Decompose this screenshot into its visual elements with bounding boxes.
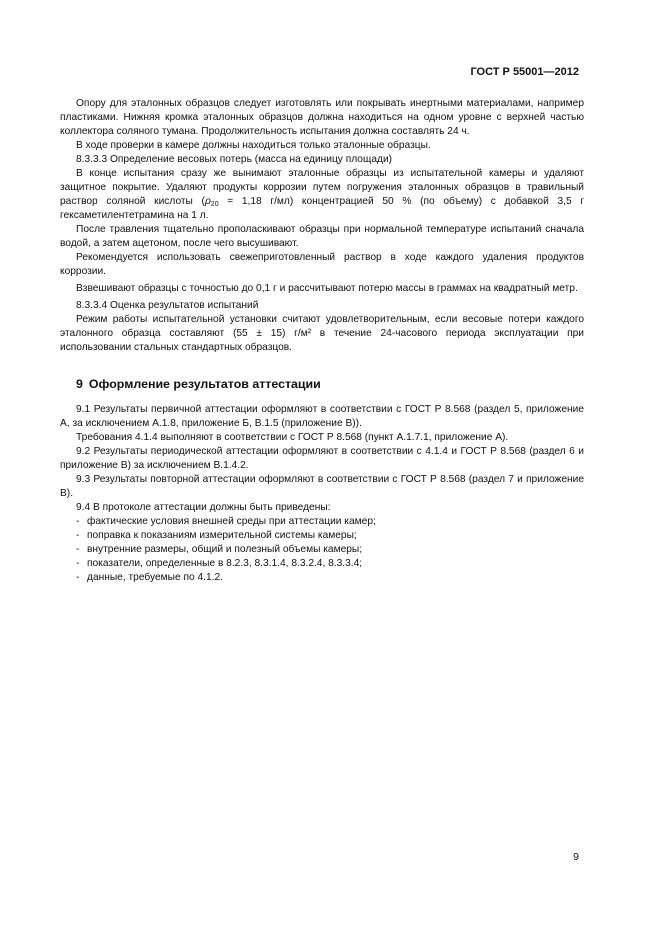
clause-9-1: 9.1 Результаты первичной аттестации оформляют в соответствии с ГОСТ Р 8.568 (раздел 5, приложение А, за исключением А.1.8, приложение Б, В.1.5 (приложение В)). <box>60 404 584 429</box>
list-item-text: показатели, определенные в 8.2.3, 8.3.1.4, 8.3.2.4, 8.3.3.4; <box>87 558 363 569</box>
paragraph-support-material: Опору для эталонных образцов следует изготовлять или покрывать инертными материалами, например пластиками. Нижняя кромка эталонных образцов должна находиться на одном уровне с верхней частью коллектора соляного тумана. Продолжительность испытания должна составлять 24 ч. <box>60 98 584 137</box>
list-marker: - <box>76 530 80 541</box>
section-9-number: 9 <box>76 377 83 391</box>
rho-subscript: 20 <box>210 201 219 208</box>
list-item <box>60 557 584 571</box>
doc-code-header: ГОСТ Р 55001—2012 <box>470 66 579 78</box>
list-item-text: поправка к показаниям измерительной системы камеры; <box>87 530 357 541</box>
list-item <box>60 543 584 557</box>
list-item-text: фактические условия внешней среды при аттестации камер; <box>87 516 376 527</box>
list-item-text: внутренние размеры, общий и полезный объемы камеры; <box>87 544 363 555</box>
list-item <box>60 515 584 529</box>
list-item <box>60 571 584 585</box>
section-9-title: Оформление результатов аттестации <box>88 377 321 391</box>
clause-8-3-3-4-heading: 8.3.3.4 Оценка результатов испытаний <box>76 300 259 311</box>
paragraph-only-reference-samples: В ходе проверки в камере должны находиться только эталонные образцы. <box>76 140 431 151</box>
page-number: 9 <box>573 851 579 863</box>
list-marker: - <box>76 544 80 555</box>
rho-symbol: ρ <box>204 196 211 207</box>
paragraph-corrosion-removal-part2: = 1,18 г/мл) концентрацией 50 % (по объему) с добавкой 3,5 г гексаметилентетрамина на 1 л. <box>60 196 584 221</box>
clause-8-3-3-3-heading: 8.3.3.3 Определение весовых потерь (масса на единицу площади) <box>76 154 393 165</box>
list-marker: - <box>76 516 80 527</box>
protocol-requirements-list <box>60 515 584 585</box>
paragraph-corrosion-removal <box>60 167 584 223</box>
section-9-heading <box>60 377 584 391</box>
document-body <box>60 97 584 585</box>
list-marker: - <box>76 572 80 583</box>
clause-9-2: 9.2 Результаты периодической аттестации оформляют в соответствии с 4.1.4 и ГОСТ Р 8.568 (раздел 6 и приложение В) за исключением В.1.4.2. <box>60 446 584 471</box>
paragraph-evaluation-criteria: Режим работы испытательной установки считают удовлетворительным, если весовые потери каждого эталонного образца составляют (55 ± 15) г/м² в течение 24-часового периода эксплуатации при использовании стальных стандартных образцов. <box>60 314 584 353</box>
paragraph-rinsing: После травления тщательно прополаскивают образцы при нормальной температуре испытаний сначала водой, а затем ацетоном, после чего высушивают. <box>60 224 584 249</box>
paragraph-weighing: Взвешивают образцы с точностью до 0,1 г и рассчитывают потерю массы в граммах на квадратный метр. <box>76 283 578 294</box>
paragraph-corrosion-removal-part1: В конце испытания сразу же вынимают эталонные образцы из испытательной камеры и удаляют защитное покрытие. Удаляют продукты коррозии путем погружения эталонных образцов в травильный раствор соляной кислоты ( <box>60 168 584 207</box>
paragraph-requirements-4-1-4: Требования 4.1.4 выполняют в соответствии с ГОСТ Р 8.568 (пункт А.1.7.1, приложение А). <box>76 432 509 443</box>
list-item <box>60 529 584 543</box>
list-marker: - <box>76 558 80 569</box>
paragraph-fresh-solution: Рекомендуется использовать свежеприготовленный раствор в ходе каждого удаления продуктов коррозии. <box>60 252 584 277</box>
clause-9-4: 9.4 В протоколе аттестации должны быть приведены: <box>76 502 331 513</box>
list-item-text: данные, требуемые по 4.1.2. <box>87 572 223 583</box>
clause-9-3: 9.3 Результаты повторной аттестации оформляют в соответствии с ГОСТ Р 8.568 (раздел 7 и приложение В). <box>60 474 584 499</box>
